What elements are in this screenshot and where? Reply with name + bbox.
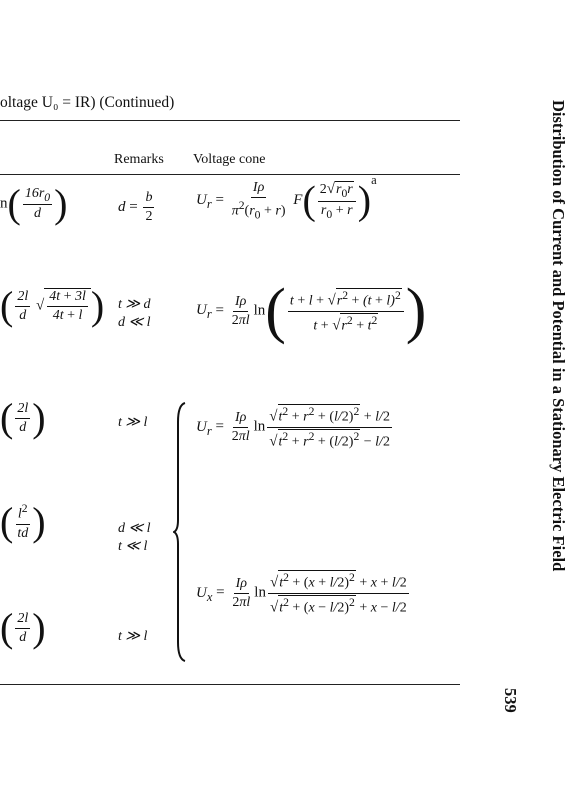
row4-remarks: d ≪ l t ≪ l (118, 521, 151, 554)
system-brace (173, 402, 187, 662)
row3-left-expr: ( $\frac{2l}{d}$ ) (0, 395, 46, 440)
row2-voltage: $U_r$ = $\frac{I\rho}{2\pi l}$ ln( $\frac{t + l + √r^2 + (t + l)^2}{t + √r^2 + t^2}$ ) (196, 277, 427, 345)
bottom-rule (0, 684, 460, 685)
table-caption: oltage U₀ = IR) (Continued) (0, 94, 175, 111)
running-head: Distribution of Current and Potential in a Stationary Electric Field (549, 100, 568, 572)
row3-remarks: t ≫ l (118, 415, 148, 430)
row5-left-expr: ( $\frac{2l}{d}$ ) (0, 605, 46, 650)
row4-left-expr: ( $\frac{l^2}{td}$ ) (0, 499, 46, 544)
header-voltage-cone: Voltage cone (193, 152, 266, 167)
row3-voltage: $U_r$ = $\frac{I\rho}{2\pi l}$ ln $\frac{√t^2 + r^2 + (l/2)^2 + l/2}{√t^2 + r^2 + (l/2)^2 - l/2}$ (196, 405, 390, 450)
page-number: 539 (501, 688, 520, 713)
row1-left-expr: n( $\frac{16r_0}{d}$ ) (0, 181, 68, 226)
row1-remark: d = $\frac{b}{2}$ (118, 190, 153, 224)
row5-remarks: t ≫ l (118, 629, 148, 644)
row2-left-expr: ( $\frac{2l}{d}$ √ $\frac{4t + 3l}{4t + l}$ ) (0, 283, 105, 328)
row5-voltage: $U_x$ = $\frac{I\rho}{2\pi l}$ ln $\frac{√t^2 + (x + l/2)^2 + x + l/2}{√t^2 + (x - l/2)^2 + x - l/2}$ (196, 571, 407, 616)
header-remarks: Remarks (114, 152, 164, 167)
row2-remarks: t ≫ d d ≪ l (118, 297, 151, 330)
header-rule (0, 174, 460, 175)
row1-voltage: $U_r$ = $\frac{I\rho}{\pi^2(r_0 + r)}$ F( $\frac{2√r_0r}{r_0 + r}$ )$^a$ (196, 173, 377, 223)
top-rule (0, 120, 460, 121)
